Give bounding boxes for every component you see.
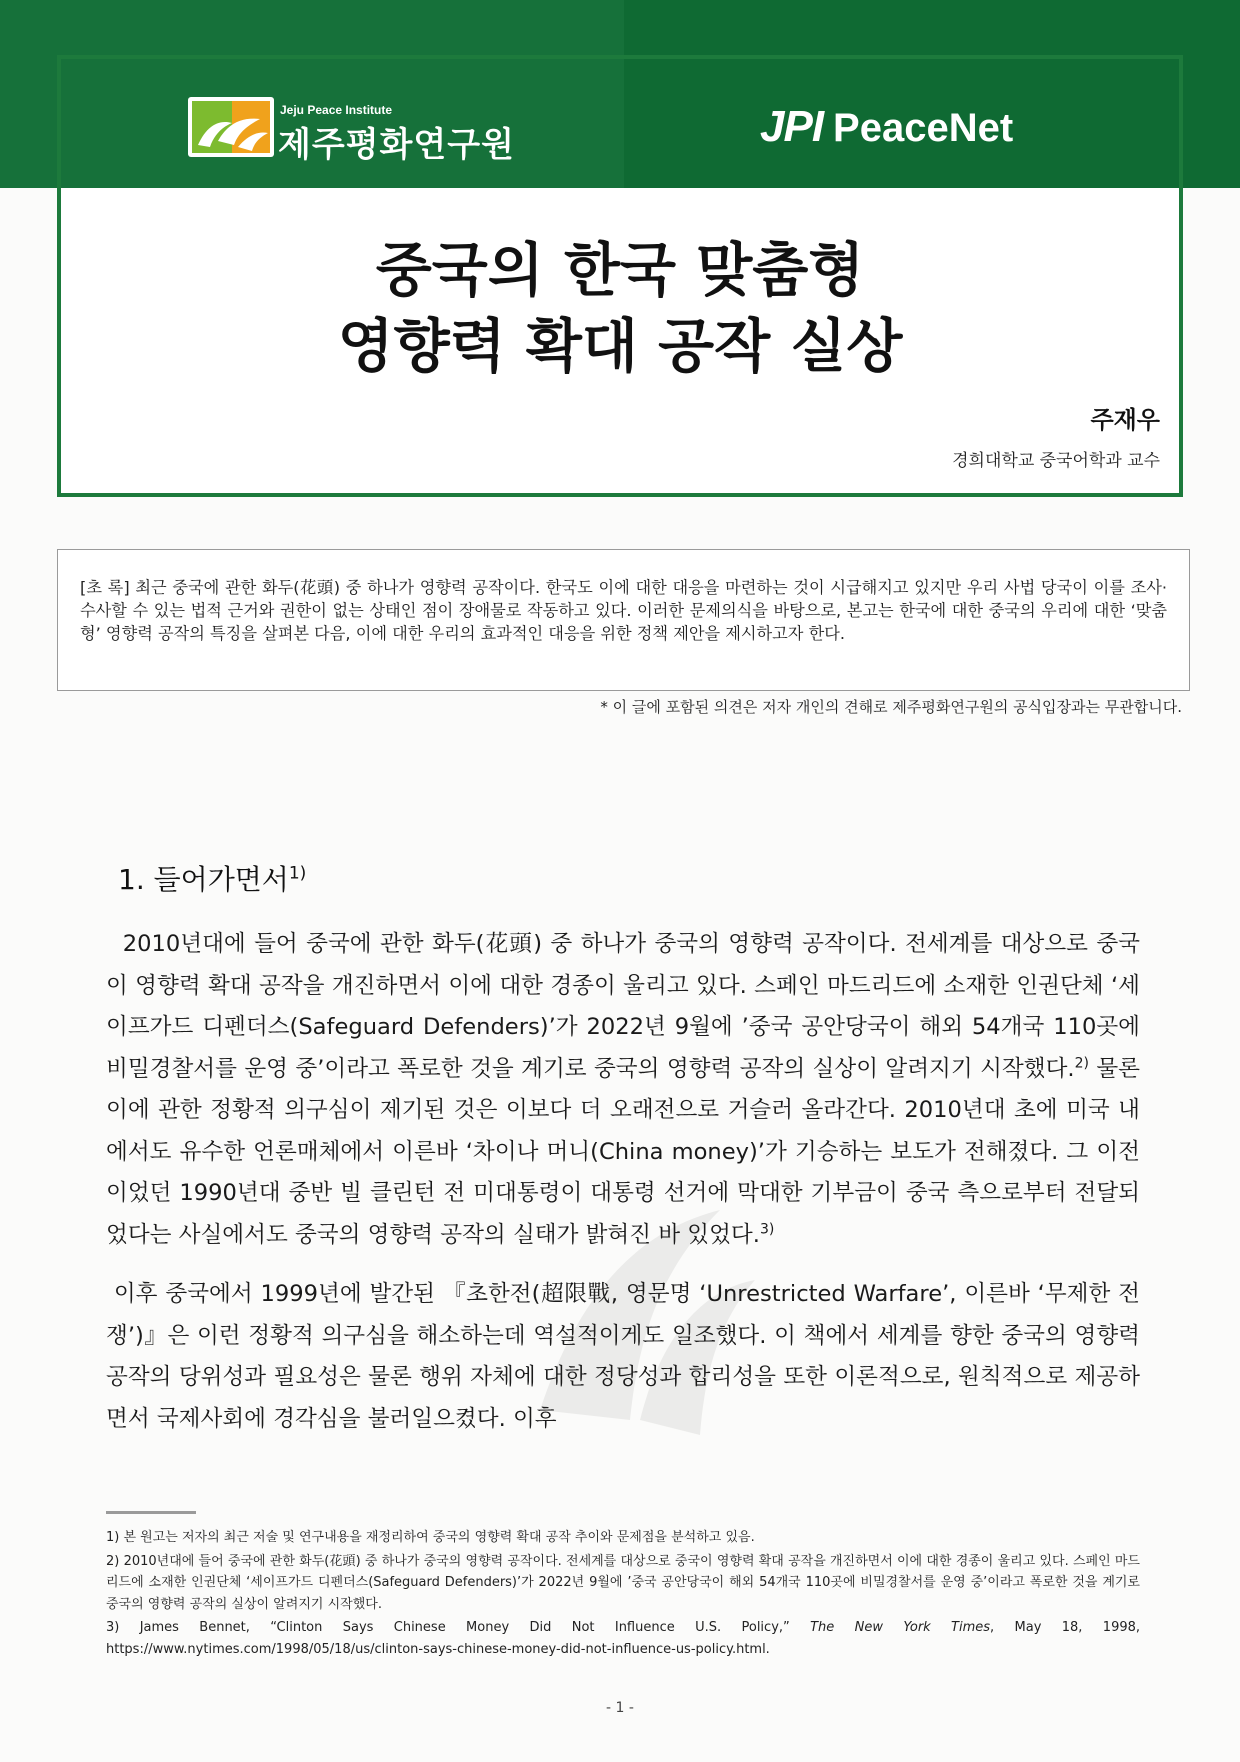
- title-line-2: 영향력 확대 공작 실상: [337, 312, 903, 380]
- footnotes: [106, 1527, 1140, 1662]
- footnote-3-publication: The New York Times: [810, 1620, 991, 1635]
- author-name: 주재우: [1090, 406, 1160, 434]
- peacenet-mark: JPI: [760, 102, 824, 151]
- paragraph-1: [106, 924, 1140, 1256]
- paragraph-1-text-b: 물론 이에 관한 정황적 의구심이 제기된 것은 이보다 더 오래전으로 거슬러 올라간다. 2010년대 초에 미국 내에서도 유수한 언론매체에서 이른바 ‘차이나 머니(China money)’가 기승하는 보도가 전해졌다. 그 이전이었던 1990년대 중반 빌 클린턴 전 미대통령이 대통령 선거에 막대한 기부금이 중국 측으로부터 전달되었다는 사실에서도 중국의 영향력 공작의 실태가 밝혀진 바 있었다.: [106, 1055, 1140, 1248]
- footnote-3-link[interactable]: , May 18, 1998, https://www.nytimes.com/1998/05/18/us/clinton-says-chinese-money-did-not-influence-us-policy.html.: [106, 1620, 1141, 1657]
- page-title: [61, 232, 1179, 384]
- footnote-ref-3[interactable]: 3): [759, 1220, 775, 1237]
- peacenet-name: PeaceNet: [833, 106, 1014, 150]
- footnote-divider: [106, 1511, 196, 1514]
- footnote-ref-1[interactable]: 1): [288, 863, 307, 884]
- author-affiliation: 경희대학교 중국어학과 교수: [952, 451, 1160, 471]
- disclaimer-note: * 이 글에 포함된 의견은 저자 개인의 견해로 제주평화연구원의 공식입장과는 무관합니다.: [600, 698, 1182, 716]
- peacenet-logo[interactable]: [760, 102, 1013, 152]
- paragraph-1-text-a: 2010년대에 들어 중국에 관한 화두(花頭) 중 하나가 중국의 영향력 공작이다. 전세계를 대상으로 중국이 영향력 확대 공작을 개진하면서 이에 대한 경종이 울리고 있다. 스페인 마드리드에 소재한 인권단체 ‘세이프가드 디펜더스(Safeguard Defenders)’가 2022년 9월에 ’중국 공안당국이 해외 54개국 110곳에 비밀경찰서를 운영 중’이라고 폭로한 것을 계기로 중국의 영향력 공작의 실상이 알려지기 시작했다.: [106, 931, 1140, 1082]
- section-title: 1. 들어가면서: [118, 863, 289, 896]
- footnote-3: [106, 1617, 1140, 1660]
- footnote-2: 2) 2010년대에 들어 중국에 관한 화두(花頭) 중 하나가 중국의 영향력 공작이다. 전세계를 대상으로 중국이 영향력 확대 공작을 개진하면서 이에 대한 경종이 울리고 있다. 스페인 마드리드에 소재한 인권단체 ‘세이프가드 디펜더스(Safeguard Defenders)’가 2022년 9월에 ’중국 공안당국이 해외 54개국 110곳에 비밀경찰서를 운영 중’이라고 폭로한 것을 계기로 중국의 영향력 공작의 실상이 알려지기 시작했다.: [106, 1553, 1140, 1612]
- logo-english-name: Jeju Peace Institute: [280, 103, 393, 117]
- footnote-3-text-a: 3) James Bennet, “Clinton Says Chinese Money Did Not Influence U.S. Policy,”: [106, 1620, 811, 1635]
- dove-logo-icon: [188, 97, 274, 157]
- paragraph-2-text: 이후 중국에서 1999년에 발간된 『초한전(超限戰, 영문명 ‘Unrestricted Warfare’, 이른바 ‘무제한 전쟁’)』은 이런 정황적 의구심을 해소하는데 역설적이게도 일조했다. 이 책에서 세계를 향한 중국의 영향력 공작의 당위성과 필요성은 물론 행위 자체에 대한 정당성과 합리성을 또한 이론적으로, 원칙적으로 제공하면서 국제사회에 경각심을 불러일으켰다. 이후: [106, 1281, 1140, 1432]
- logo-korean-name: 제주평화연구원: [278, 125, 515, 165]
- title-line-1: 중국의 한국 맞춤형: [375, 236, 865, 304]
- footnote-ref-2[interactable]: 2): [1074, 1054, 1089, 1071]
- page-number: - 1 -: [606, 1700, 634, 1716]
- jeju-peace-institute-logo[interactable]: [188, 95, 528, 165]
- body-text: [106, 924, 1140, 1440]
- abstract-box: [초 록] 최근 중국에 관한 화두(花頭) 중 하나가 영향력 공작이다. 한국도 이에 대한 대응을 마련하는 것이 시급해지고 있지만 우리 사법 당국이 이를 조사·수사할 수 있는 법적 근거와 권한이 없는 상태인 점이 장애물로 작동하고 있다. 이러한 문제의식을 바탕으로, 본고는 한국에 대한 중국의 우리에 대한 ‘맞춤형’ 영향력 공작의 특징을 살펴본 다음, 이에 대한 우리의 효과적인 대응을 위한 정책 제안을 제시하고자 한다.: [57, 549, 1190, 691]
- paragraph-2: [106, 1274, 1140, 1440]
- section-heading: [118, 858, 306, 898]
- footnote-1: 1) 본 원고는 저자의 최근 저술 및 연구내용을 재정리하여 중국의 영향력 확대 공작 추이와 문제점을 분석하고 있음.: [106, 1530, 755, 1545]
